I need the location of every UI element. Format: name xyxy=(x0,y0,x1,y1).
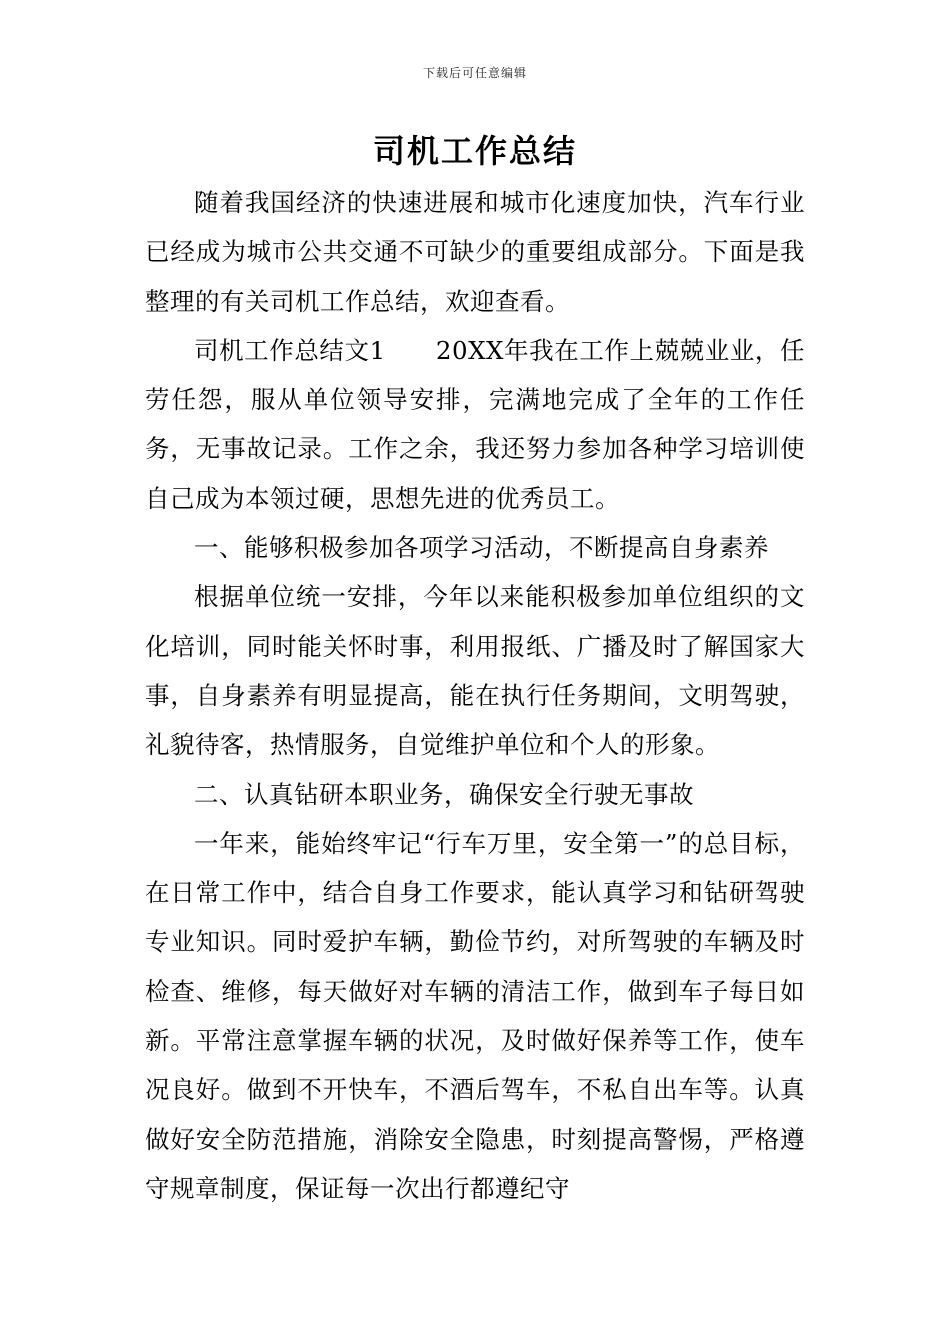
section-paragraph-1: 根据单位统一安排，今年以来能积极参加单位组织的文化培训，同时能关怀时事，利用报纸、广播及时了解国家大事，自身素养有明显提高，能在执行任务期间，文明驾驶，礼貌待客，热情服务，自觉维护单位和个人的形象。 xyxy=(145,582,805,760)
section-heading-2: 二、认真钻研本职业务，确保安全行驶无事故 xyxy=(194,779,694,809)
intro-paragraph: 随着我国经济的快速进展和城市化速度加快，汽车行业已经成为城市公共交通不可缺少的重要组成部分。下面是我整理的有关司机工作总结，欢迎查看。 xyxy=(145,188,805,316)
header-note: 下载后可任意编辑 xyxy=(422,66,527,80)
section-paragraph-2: 一年来，能始终牢记“行车万里，安全第一”的总目标，在日常工作中，结合自身工作要求，能认真学习和钻研驾驶专业知识。同时爱护车辆，勤俭节约，对所驾驶的车辆及时检查、维修，每天做好对车辆的清洁工作，做到车子每日如新。平常注意掌握车辆的状况，及时做好保养等工作，使车况良好。做到不开快车，不酒后驾车，不私自出车等。认真做好安全防范措施，消除安全隐患，时刻提高警惕，严格遵守规章制度，保证每一次出行都遵纪守 xyxy=(145,828,805,1203)
document-body xyxy=(145,178,805,1213)
section-heading-1: 一、能够积极参加各项学习活动，不断提高自身素养 xyxy=(194,533,769,563)
summary-paragraph-1: 司机工作总结文1 20XX年我在工作上兢兢业业，任劳任怨，服从单位领导安排，完满地完成了全年的工作任务，无事故记录。工作之余，我还努力参加各种学习培训使自己成为本领过硬，思想先进的优秀员工。 xyxy=(145,335,805,513)
document-title: 司机工作总结 xyxy=(372,132,577,170)
